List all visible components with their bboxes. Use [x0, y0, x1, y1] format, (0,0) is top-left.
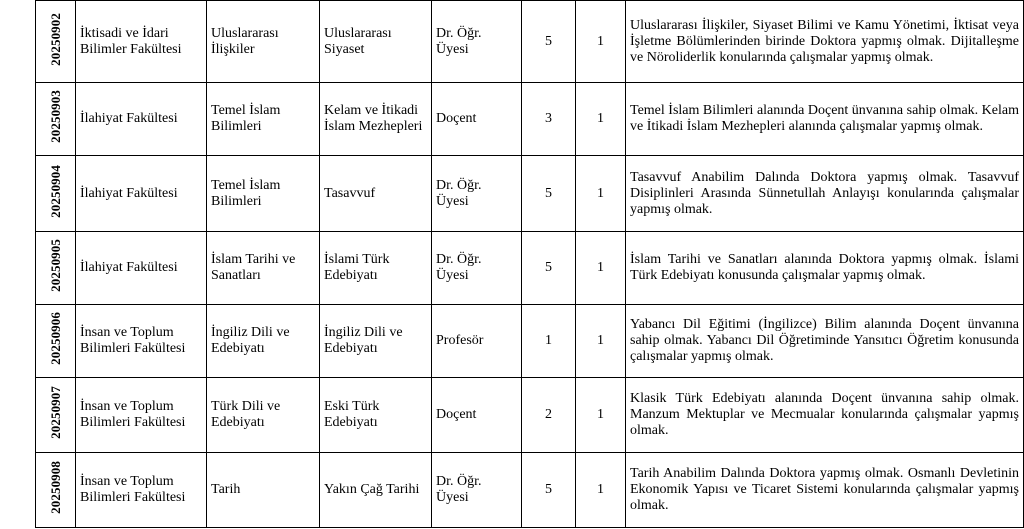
cell-faculty: İnsan ve Toplum Bilimleri Fakültesi — [76, 305, 207, 378]
position-code: 20250906 — [47, 312, 63, 365]
cell-faculty: İlahiyat Fakültesi — [76, 232, 207, 305]
position-code: 20250905 — [47, 239, 63, 292]
table-row — [36, 1, 1024, 83]
position-code: 20250902 — [47, 12, 63, 66]
cell-count1: 3 — [522, 83, 576, 156]
cell-count2: 1 — [576, 83, 626, 156]
cell-description: Uluslararası İlişkiler, Siyaset Bilimi ve Kamu Yönetimi, İktisat veya İşletme Bölümlerinden birinde Doktora yapmış olmak. Dijitalleşme ve Nöroliderlik konularında çalışmalar yapmış olmak. — [626, 1, 1024, 83]
cell-title: Dr. Öğr. Üyesi — [432, 453, 522, 528]
cell-title: Doçent — [432, 378, 522, 453]
table-row — [36, 378, 1024, 453]
table-row — [36, 83, 1024, 156]
cell-code — [36, 305, 76, 378]
cell-title: Doçent — [432, 83, 522, 156]
cell-description: Temel İslam Bilimleri alanında Doçent ünvanına sahip olmak. Kelam ve İtikadi İslam Mezhepleri alanında çalışmalar yapmış olmak. — [626, 83, 1024, 156]
cell-title: Profesör — [432, 305, 522, 378]
cell-title: Dr. Öğr. Üyesi — [432, 156, 522, 232]
cell-department: Tarih — [207, 453, 320, 528]
cell-field: Uluslararası Siyaset — [320, 1, 432, 83]
cell-department: Temel İslam Bilimleri — [207, 156, 320, 232]
cell-department: İslam Tarihi ve Sanatları — [207, 232, 320, 305]
cell-description: İslam Tarihi ve Sanatları alanında Doktora yapmış olmak. İslami Türk Edebiyatı konusunda çalışmalar yapmış olmak. — [626, 232, 1024, 305]
position-code: 20250907 — [47, 386, 63, 439]
position-code: 20250908 — [47, 461, 63, 514]
cell-description: Tasavvuf Anabilim Dalında Doktora yapmış olmak. Tasavvuf Disiplinleri Arasında Sünnetullah Anlayışı konularında çalışmalar yapmış olmak. — [626, 156, 1024, 232]
cell-title: Dr. Öğr. Üyesi — [432, 1, 522, 83]
cell-faculty: İlahiyat Fakültesi — [76, 156, 207, 232]
cell-count1: 5 — [522, 232, 576, 305]
cell-count2: 1 — [576, 1, 626, 83]
cell-count1: 5 — [522, 1, 576, 83]
cell-count1: 2 — [522, 378, 576, 453]
cell-description: Yabancı Dil Eğitimi (İngilizce) Bilim alanında Doçent ünvanına sahip olmak. Yabancı Dil Öğretiminde Yansıtıcı Öğretim konusunda çalışmalar yapmış olmak. — [626, 305, 1024, 378]
cell-department: Temel İslam Bilimleri — [207, 83, 320, 156]
position-code: 20250904 — [47, 164, 63, 218]
cell-count1: 5 — [522, 156, 576, 232]
cell-count2: 1 — [576, 232, 626, 305]
cell-faculty: İnsan ve Toplum Bilimleri Fakültesi — [76, 453, 207, 528]
cell-department: Uluslararası İlişkiler — [207, 1, 320, 83]
cell-faculty: İktisadi ve İdari Bilimler Fakültesi — [76, 1, 207, 83]
cell-faculty: İlahiyat Fakültesi — [76, 83, 207, 156]
cell-count2: 1 — [576, 305, 626, 378]
table-body — [36, 1, 1024, 528]
cell-description: Klasik Türk Edebiyatı alanında Doçent ünvanına sahip olmak. Manzum Mektuplar ve Mecmualar konularında çalışmalar yapmış olmak. — [626, 378, 1024, 453]
cell-field: İslami Türk Edebiyatı — [320, 232, 432, 305]
cell-field: İngiliz Dili ve Edebiyatı — [320, 305, 432, 378]
cell-count1: 1 — [522, 305, 576, 378]
positions-table — [35, 0, 1024, 528]
cell-count2: 1 — [576, 378, 626, 453]
cell-department: Türk Dili ve Edebiyatı — [207, 378, 320, 453]
cell-department: İngiliz Dili ve Edebiyatı — [207, 305, 320, 378]
cell-code — [36, 453, 76, 528]
cell-code — [36, 156, 76, 232]
cell-title: Dr. Öğr. Üyesi — [432, 232, 522, 305]
position-code: 20250903 — [47, 90, 63, 143]
table-row — [36, 305, 1024, 378]
cell-count2: 1 — [576, 453, 626, 528]
cell-field: Tasavvuf — [320, 156, 432, 232]
cell-code — [36, 83, 76, 156]
cell-count2: 1 — [576, 156, 626, 232]
cell-field: Yakın Çağ Tarihi — [320, 453, 432, 528]
table-row — [36, 453, 1024, 528]
cell-code — [36, 378, 76, 453]
cell-code — [36, 1, 76, 83]
table-row — [36, 232, 1024, 305]
cell-count1: 5 — [522, 453, 576, 528]
cell-faculty: İnsan ve Toplum Bilimleri Fakültesi — [76, 378, 207, 453]
cell-field: Eski Türk Edebiyatı — [320, 378, 432, 453]
cell-code — [36, 232, 76, 305]
cell-description: Tarih Anabilim Dalında Doktora yapmış olmak. Osmanlı Devletinin Ekonomik Yapısı ve Ticaret Sistemi konularında çalışmalar yapmış olmak. — [626, 453, 1024, 528]
table-row — [36, 156, 1024, 232]
cell-field: Kelam ve İtikadi İslam Mezhepleri — [320, 83, 432, 156]
